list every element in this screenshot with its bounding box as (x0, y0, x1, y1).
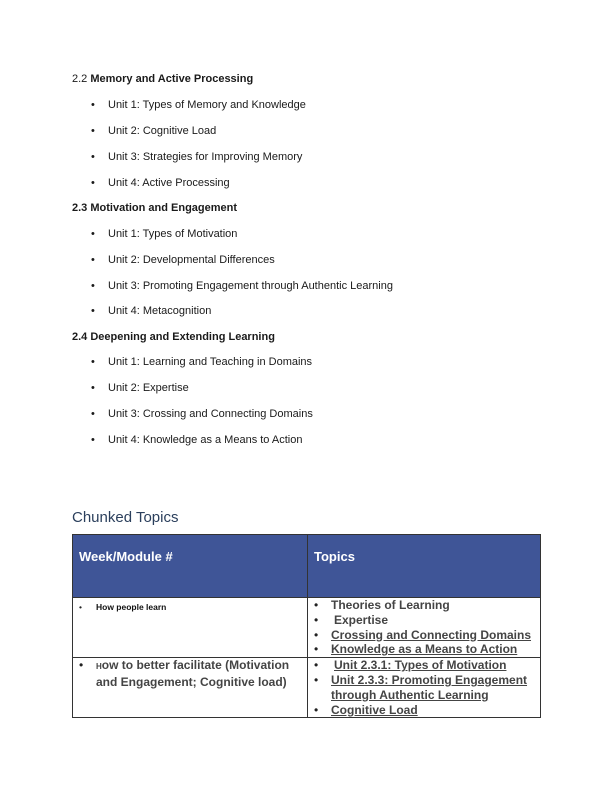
unit-label: Unit 1: Types of Memory and Knowledge (108, 99, 306, 111)
unit-label: Unit 4: Metacognition (108, 305, 212, 317)
list-item: • Unit 4: Knowledge as a Means to Action (91, 434, 303, 446)
chunked-topics-heading: Chunked Topics (72, 509, 179, 526)
unit-label: Unit 1: Types of Motivation (108, 228, 238, 240)
list-item: • Unit 2: Expertise (91, 382, 189, 394)
topic-item: • Unit 2.3.1: Types of Motivation (308, 658, 540, 673)
topics-cell (308, 598, 541, 658)
section-title: Deepening and Extending Learning (90, 331, 275, 343)
unit-label: Unit 2: Expertise (108, 382, 189, 394)
unit-label: Unit 3: Promoting Engagement through Authentic Learning (108, 280, 393, 292)
week-cell (73, 658, 308, 718)
section-number: 2.4 (72, 331, 88, 343)
topic-item: • Knowledge as a Means to Action (308, 642, 540, 657)
week-label: • How people learn (73, 600, 307, 615)
section-number: 2.2 (72, 73, 88, 85)
section-title: Motivation and Engagement (90, 202, 238, 214)
topic-item: • Theories of Learning (308, 598, 540, 613)
section-number: 2.3 (72, 202, 88, 214)
unit-label: Unit 1: Learning and Teaching in Domains (108, 356, 313, 368)
list-item: • Unit 1: Types of Memory and Knowledge (91, 99, 306, 111)
list-item: • Unit 2: Developmental Differences (91, 254, 275, 266)
week-cell (73, 598, 308, 658)
unit-label: Unit 3: Strategies for Improving Memory (108, 151, 303, 163)
week-label-lead: H (96, 662, 102, 672)
list-item: • Unit 3: Promoting Engagement through Authentic Learning (91, 280, 393, 292)
chunked-topics-table (72, 534, 541, 718)
unit-label: Unit 2: Developmental Differences (108, 254, 275, 266)
topic-item: • Crossing and Connecting Domains (308, 628, 540, 643)
topic-item: • Unit 2.3.3: Promoting Engagement through Authentic Learning (308, 673, 540, 703)
topics-cell (308, 658, 541, 718)
table-row (73, 658, 541, 718)
table-header-row (73, 535, 541, 598)
unit-label: Unit 3: Crossing and Connecting Domains (108, 408, 313, 420)
list-item: • Unit 3: Crossing and Connecting Domains (91, 408, 313, 420)
header-topics-label: Topics (314, 549, 355, 564)
list-item: • Unit 1: Learning and Teaching in Domains (91, 356, 313, 368)
section-heading-2-2 (72, 73, 253, 85)
unit-label: Unit 4: Active Processing (108, 177, 230, 189)
topic-item: • Cognitive Load (308, 703, 540, 718)
section-heading-2-4 (72, 331, 275, 343)
list-item: • Unit 4: Active Processing (91, 177, 230, 189)
header-week-label: Week/Module # (79, 549, 173, 564)
list-item: • Unit 4: Metacognition (91, 305, 212, 317)
section-title: Memory and Active Processing (90, 73, 254, 85)
unit-label: Unit 4: Knowledge as a Means to Action (108, 434, 303, 446)
week-label (73, 658, 307, 690)
list-item: • Unit 2: Cognitive Load (91, 125, 217, 137)
table-row (73, 598, 541, 658)
list-item: • Unit 1: Types of Motivation (91, 228, 238, 240)
section-heading-2-3 (72, 202, 237, 214)
topic-item: • Expertise (308, 613, 540, 628)
week-label-text: ow to better facilitate (Motivation and Engagement; Cognitive load) (96, 658, 290, 689)
unit-label: Unit 2: Cognitive Load (108, 125, 217, 137)
header-topics (308, 535, 541, 598)
list-item: • Unit 3: Strategies for Improving Memory (91, 151, 303, 163)
header-week (73, 535, 308, 598)
